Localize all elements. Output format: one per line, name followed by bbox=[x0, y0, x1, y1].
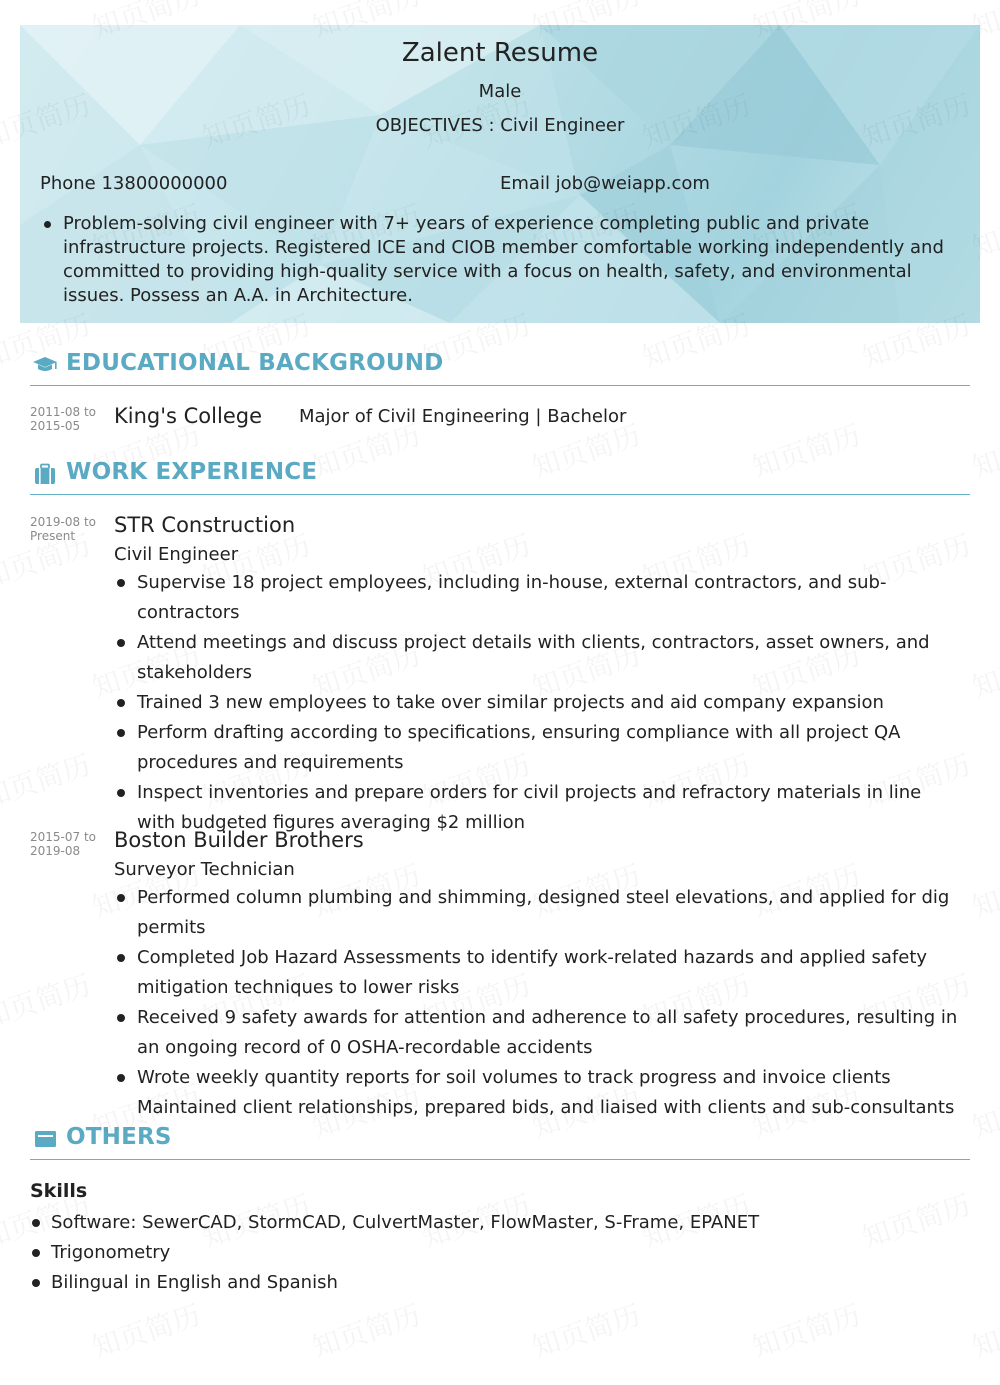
date-start: 2019-08 to bbox=[30, 515, 96, 529]
job-role: Civil Engineer bbox=[114, 544, 239, 565]
list-item: Supervise 18 project employees, including in-house, external contractors, and sub-contractors bbox=[114, 568, 964, 628]
date-start: 2015-07 to bbox=[30, 830, 96, 844]
section-education bbox=[30, 346, 970, 386]
gender: Male bbox=[478, 81, 522, 102]
list-item: Software: SewerCAD, StormCAD, CulvertMaster, FlowMaster, S-Frame, EPANET bbox=[30, 1208, 930, 1238]
section-work bbox=[30, 455, 970, 495]
school-name: King's College bbox=[114, 404, 262, 428]
date-end: Present bbox=[30, 529, 76, 543]
watermark-text bbox=[967, 1074, 1000, 1147]
watermark-text bbox=[747, 1294, 866, 1367]
section-title: OTHERS bbox=[66, 1124, 172, 1150]
major: Major of Civil Engineering | Bachelor bbox=[299, 406, 627, 427]
job-date bbox=[30, 515, 110, 543]
watermark-text bbox=[967, 414, 1000, 487]
summary bbox=[40, 212, 960, 308]
list-item: Trigonometry bbox=[30, 1238, 930, 1268]
briefcase-icon bbox=[32, 463, 58, 485]
job-bullets bbox=[114, 883, 964, 1123]
watermark-text bbox=[0, 964, 95, 1037]
watermark-text bbox=[87, 1294, 206, 1367]
list-item: Completed Job Hazard Assessments to identify work-related hazards and applied safety mitigation techniques to lower risks bbox=[114, 943, 964, 1003]
company-name: Boston Builder Brothers bbox=[114, 828, 364, 852]
company-name: STR Construction bbox=[114, 513, 296, 537]
email: Email job@weiapp.com bbox=[500, 173, 710, 194]
graduation-cap-icon bbox=[32, 354, 58, 376]
watermark-text bbox=[0, 744, 95, 817]
resume-name: Zalent Resume bbox=[401, 38, 599, 68]
list-item: Trained 3 new employees to take over similar projects and aid company expansion bbox=[114, 688, 964, 718]
section-title: WORK EXPERIENCE bbox=[66, 459, 318, 485]
watermark-text bbox=[527, 1294, 646, 1367]
job-role: Surveyor Technician bbox=[114, 859, 295, 880]
phone: Phone 13800000000 bbox=[40, 173, 228, 194]
watermark-text bbox=[967, 1294, 1000, 1367]
resume-header bbox=[20, 25, 980, 323]
list-item: Bilingual in English and Spanish bbox=[30, 1268, 930, 1298]
date-end: 2019-08 bbox=[30, 844, 81, 858]
education-date bbox=[30, 405, 110, 433]
list-item: Perform drafting according to specifications, ensuring compliance with all project QA procedures and requirements bbox=[114, 718, 964, 778]
objective: OBJECTIVES : Civil Engineer bbox=[375, 115, 625, 136]
list-item: Inspect inventories and prepare orders for civil projects and refractory materials in line with budgeted figures averaging $2 million bbox=[114, 778, 964, 838]
job-bullets bbox=[114, 568, 964, 838]
bullet-dot bbox=[44, 221, 51, 228]
date-start: 2011-08 to bbox=[30, 405, 96, 419]
job-date bbox=[30, 830, 110, 858]
list-item: Wrote weekly quantity reports for soil volumes to track progress and invoice clients bbox=[114, 1063, 964, 1093]
watermark-text bbox=[307, 1294, 426, 1367]
skills-title: Skills bbox=[30, 1180, 88, 1202]
list-item: Maintained client relationships, prepared bids, and liaised with clients and sub-consultants bbox=[137, 1097, 955, 1118]
section-others bbox=[30, 1120, 970, 1160]
date-end: 2015-05 bbox=[30, 419, 81, 433]
list-item: Received 9 safety awards for attention and adherence to all safety procedures, resulting in an ongoing record of 0 OSHA-recordable accidents bbox=[114, 1003, 964, 1063]
summary-text: Problem-solving civil engineer with 7+ years of experience completing public and private infrastructure projects. Registered ICE and CIOB member comfortable working independently and committed to providing high-quality service with a focus on health, safety, and environmental issues. Possess an A.A. in Architecture. bbox=[63, 213, 944, 306]
skills-list bbox=[30, 1208, 930, 1298]
watermark-text bbox=[967, 634, 1000, 707]
list-item: Attend meetings and discuss project details with clients, contractors, asset owners, and stakeholders bbox=[114, 628, 964, 688]
watermark-text bbox=[967, 854, 1000, 927]
card-icon bbox=[32, 1128, 58, 1150]
section-title: EDUCATIONAL BACKGROUND bbox=[66, 350, 444, 376]
list-item: Performed column plumbing and shimming, designed steel elevations, and applied for dig permits bbox=[114, 883, 964, 943]
